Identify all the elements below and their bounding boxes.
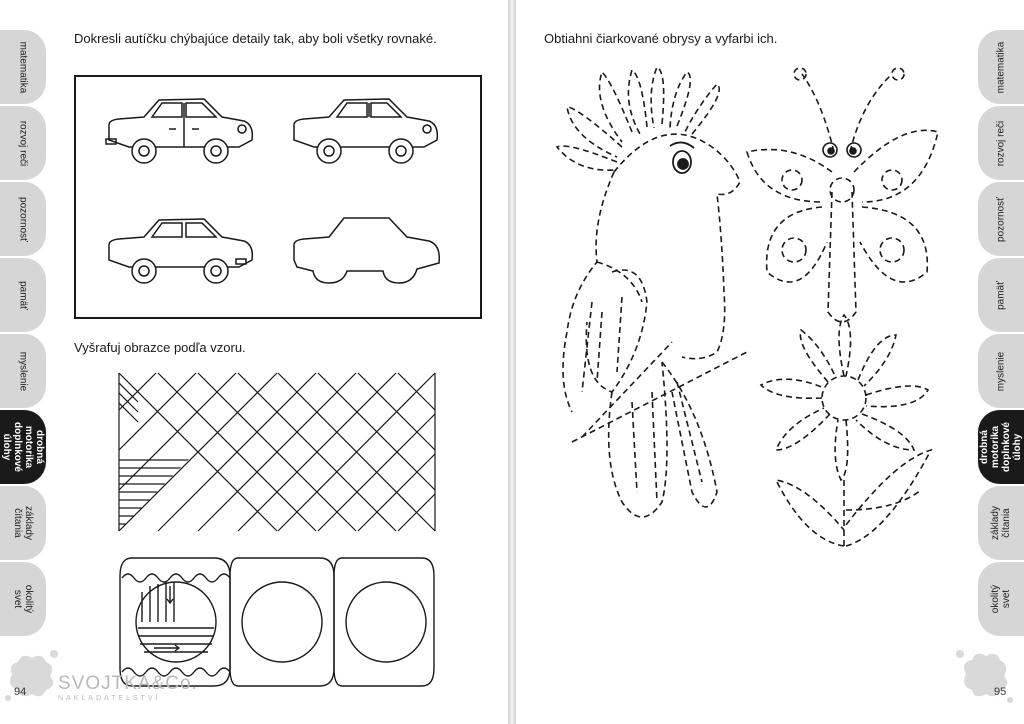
right-page (516, 0, 1024, 724)
circle-pattern (118, 556, 436, 688)
publisher-subtitle: NAKLADATELSTVÍ (58, 695, 161, 702)
tab-world[interactable]: okolitý svet (978, 562, 1024, 636)
publisher-name: SVOJTKA&Co. (58, 673, 198, 694)
hatch-task-instruction: Vyšrafuj obrazce podľa vzoru. (74, 340, 246, 355)
tab-fine-motor[interactable]: drobná motorika doplnkové úlohy (978, 410, 1024, 484)
left-section-tabs (0, 30, 46, 638)
car-task-instruction: Dokresli autíčku chýbajúce detaily tak, aby boli všetky rovnaké. (74, 31, 437, 46)
book-spine (508, 0, 516, 724)
tab-math[interactable]: matematika (0, 30, 46, 104)
tab-memory[interactable]: pamäť (978, 258, 1024, 332)
tab-fine-motor[interactable]: drobná motorika doplnkové úlohy (0, 410, 46, 484)
car-exercise (74, 75, 482, 319)
tab-speech[interactable]: rozvoj reči (0, 106, 46, 180)
parrot-tracing (552, 62, 752, 532)
publisher-logo (58, 673, 198, 702)
ink-splash-left (2, 646, 62, 706)
tab-memory[interactable]: pamäť (0, 258, 46, 332)
tab-thinking[interactable]: myslenie (978, 334, 1024, 408)
butterfly-tracing (742, 62, 942, 332)
diamond-pattern (118, 372, 436, 532)
tab-reading[interactable]: základy čítania (0, 486, 46, 560)
car-3 (109, 219, 252, 283)
car-4-outline (294, 218, 439, 283)
ink-splash-right (952, 644, 1016, 708)
page-number-right: 95 (994, 686, 1007, 698)
tab-world[interactable]: okolitý svet (0, 562, 46, 636)
tab-math[interactable]: matematika (978, 30, 1024, 104)
tab-reading[interactable]: základy čítania (978, 486, 1024, 560)
tab-attention[interactable]: pozornosť (978, 182, 1024, 256)
flower-tracing (746, 310, 946, 550)
left-page (0, 0, 508, 724)
tab-speech[interactable]: rozvoj reči (978, 106, 1024, 180)
car-1 (106, 99, 252, 163)
car-2 (294, 99, 437, 163)
tab-thinking[interactable]: myslenie (0, 334, 46, 408)
trace-task-instruction: Obtiahni čiarkované obrysy a vyfarbi ich. (544, 31, 778, 46)
tab-attention[interactable]: pozornosť (0, 182, 46, 256)
page-number-left: 94 (14, 686, 27, 698)
right-section-tabs (978, 30, 1024, 638)
